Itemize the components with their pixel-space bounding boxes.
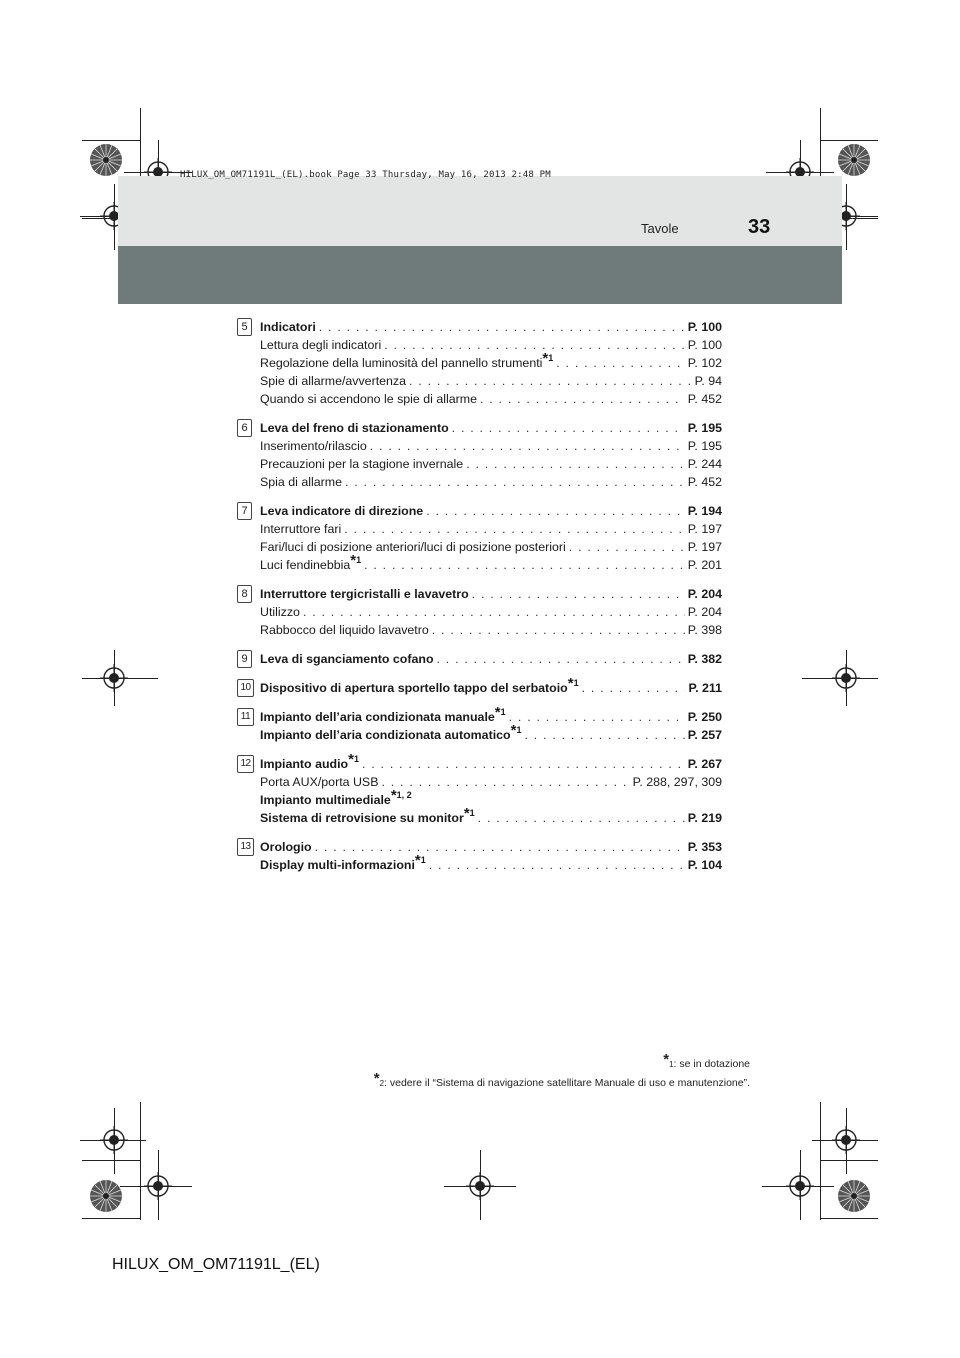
index-label (260, 390, 477, 408)
index-heading-row[interactable] (260, 419, 722, 437)
index-label (260, 336, 381, 354)
footnote-asterisk: * (463, 805, 470, 822)
index-label (260, 603, 300, 621)
dot-leader (429, 856, 685, 874)
index-label (260, 838, 312, 856)
footnote-star: * (663, 1051, 670, 1068)
page-reference[interactable]: P. 104 (687, 858, 722, 872)
index-label (260, 372, 406, 390)
footnote-text: : vedere il “Sistema di navigazione satellitare Manuale di uso e manutenzione”. (384, 1077, 750, 1089)
dot-leader (364, 556, 685, 574)
index-label (260, 419, 449, 437)
item-number-badge: 8 (237, 585, 252, 603)
index-entry (238, 318, 722, 408)
footnote-asterisk: * (510, 722, 517, 739)
index-list (238, 318, 722, 885)
index-entry (238, 751, 722, 827)
dot-leader (509, 708, 685, 726)
index-label (260, 650, 434, 668)
footnote-ref: 1 (548, 353, 554, 363)
index-label-text: Spie di allarme/avvertenza (260, 374, 407, 388)
index-label (260, 852, 426, 874)
index-heading-row[interactable] (260, 318, 722, 336)
index-label-text: Interruttore fari (260, 522, 342, 536)
index-label-text: Orologio (260, 840, 312, 854)
index-label-text: Interruttore tergicristalli e lavavetro (260, 587, 469, 601)
index-entry (238, 585, 722, 639)
footnote-star: * (373, 1070, 380, 1087)
page-reference[interactable]: P. 382 (687, 652, 722, 666)
footnote-number: 2 (379, 1079, 385, 1088)
footnote-asterisk: * (414, 852, 421, 869)
index-heading-row[interactable] (260, 675, 722, 697)
page-reference[interactable]: P. 102 (687, 356, 722, 370)
dot-leader (556, 354, 685, 372)
index-label (260, 585, 469, 603)
index-heading-row[interactable] (260, 838, 722, 856)
index-heading-row[interactable] (260, 805, 722, 827)
index-subitem-row[interactable] (260, 350, 722, 372)
index-subitem-row[interactable] (260, 538, 722, 556)
dot-leader (466, 455, 685, 473)
dot-leader (582, 679, 686, 697)
dot-leader (437, 650, 685, 668)
index-label-text: Leva di sganciamento cofano (260, 652, 434, 666)
index-subitem-row[interactable] (260, 621, 722, 639)
index-heading-row[interactable] (260, 650, 722, 668)
footnote-asterisk: * (348, 751, 354, 768)
index-label (260, 751, 359, 773)
page-reference[interactable]: P. 398 (687, 623, 722, 637)
page-reference[interactable]: P. 94 (694, 374, 722, 388)
index-heading-row[interactable] (260, 585, 722, 603)
index-label-text: Impianto multimediale (260, 793, 391, 807)
footnote-ref: 1 (420, 855, 426, 865)
footnote-ref: 1 (356, 555, 362, 565)
page-reference[interactable]: P. 204 (687, 587, 722, 601)
index-label-text: Precauzioni per la stagione invernale (260, 457, 464, 471)
index-label (260, 437, 367, 455)
footnotes (373, 1051, 750, 1093)
index-entry (238, 650, 722, 668)
index-subitem-row[interactable] (260, 603, 722, 621)
page-reference[interactable]: P. 288, 297, 309 (632, 775, 722, 789)
index-label (260, 318, 316, 336)
index-heading-row[interactable] (260, 787, 722, 809)
document-id: HILUX_OM_OM71191L_(EL) (112, 1256, 320, 1273)
index-subitem-row[interactable] (260, 455, 722, 473)
page-reference[interactable]: P. 211 (688, 681, 722, 695)
index-label-text: Inserimento/rilascio (260, 439, 367, 453)
page-reference[interactable]: P. 452 (687, 475, 722, 489)
page-reference[interactable]: P. 100 (687, 320, 722, 334)
dot-leader (472, 585, 685, 603)
section-band (118, 246, 842, 304)
dot-leader (384, 336, 685, 354)
index-label-text: Lettura degli indicatori (260, 338, 382, 352)
index-label-text: Impianto dell’aria condizionata automatico (260, 728, 511, 742)
index-label (260, 621, 429, 639)
index-label-text: Leva del freno di stazionamento (260, 421, 449, 435)
index-label-text: Regolazione della luminosità del pannello strumenti (260, 356, 543, 370)
index-label-text: Fari/luci di posizione anteriori/luci di posizione posteriori (260, 540, 566, 554)
item-number-badge: 9 (237, 650, 252, 668)
index-entry (238, 419, 722, 491)
page-reference[interactable]: P. 195 (687, 439, 722, 453)
dot-leader (480, 390, 685, 408)
dot-leader (345, 473, 685, 491)
index-subitem-row[interactable] (260, 437, 722, 455)
index-subitem-row[interactable] (260, 773, 722, 791)
index-label (260, 773, 378, 791)
footnote-ref: 1 (353, 754, 359, 764)
dot-leader (478, 809, 685, 827)
index-subitem-row[interactable] (260, 520, 722, 538)
dot-leader (344, 520, 685, 538)
page-number: 33 (748, 216, 771, 238)
index-label-text: Impianto dell’aria condizionata manuale (260, 710, 495, 724)
footnote-ref: 1 (469, 808, 475, 818)
index-subitem-row[interactable] (260, 473, 722, 491)
index-label-text: Impianto audio (260, 757, 349, 771)
page-reference[interactable]: P. 197 (687, 540, 722, 554)
index-heading-row[interactable] (260, 751, 722, 773)
index-label (260, 552, 362, 574)
dot-leader (303, 603, 685, 621)
page-reference[interactable]: P. 194 (687, 504, 722, 518)
index-label (260, 502, 423, 520)
book-stamp: HILUX_OM_OM71191L_(EL).book Page 33 Thursday, May 16, 2013 2:48 PM (180, 170, 551, 180)
item-number-badge: 10 (237, 679, 254, 697)
dot-leader (370, 437, 685, 455)
index-label-text: Display multi-informazioni (260, 858, 415, 872)
item-number-badge: 7 (237, 502, 252, 520)
index-entry (238, 838, 722, 874)
index-label (260, 538, 566, 556)
index-subitem-row[interactable] (260, 336, 722, 354)
page-reference[interactable]: P. 197 (687, 522, 722, 536)
footnote-asterisk: * (350, 552, 357, 569)
page-reference[interactable]: P. 257 (687, 728, 722, 742)
index-label (260, 675, 579, 697)
footnote-ref: 1 (573, 678, 579, 688)
index-subitem-row[interactable] (260, 552, 722, 574)
footnote-ref: 1 (500, 707, 506, 717)
footnote-ref: 1, 2 (396, 790, 412, 800)
page-reference[interactable]: P. 195 (687, 421, 722, 435)
footnote-2 (373, 1070, 750, 1093)
dot-leader (381, 773, 629, 791)
dot-leader (524, 726, 684, 744)
index-label-text: Sistema di retrovisione su monitor (260, 811, 464, 825)
dot-leader (409, 372, 692, 390)
section-title: Tavole (641, 221, 679, 236)
page-reference[interactable]: P. 452 (687, 392, 722, 406)
index-label (260, 473, 342, 491)
index-heading-row[interactable] (260, 704, 722, 726)
index-subitem-row[interactable] (260, 390, 722, 408)
index-label (260, 805, 475, 827)
index-label-text: Quando si accendono le spie di allarme (260, 392, 477, 406)
index-heading-row[interactable] (260, 852, 722, 874)
page-reference[interactable]: P. 250 (687, 710, 722, 724)
page-reference[interactable]: P. 204 (687, 605, 722, 619)
index-label-text: Utilizzo (260, 605, 300, 619)
item-number-badge: 13 (237, 838, 254, 856)
footnote-text: : se in dotazione (673, 1058, 750, 1070)
index-label-text: Dispositivo di apertura sportello tappo del serbatoio (260, 681, 568, 695)
index-label (260, 722, 522, 744)
page-reference[interactable]: P. 267 (687, 757, 722, 771)
page-reference[interactable]: P. 353 (687, 840, 722, 854)
index-label (260, 350, 554, 372)
page-reference[interactable]: P. 244 (687, 457, 722, 471)
dot-leader (426, 502, 685, 520)
page-reference[interactable]: P. 201 (687, 558, 722, 572)
dot-leader (362, 755, 685, 773)
index-label (260, 520, 341, 538)
index-subitem-row[interactable] (260, 372, 722, 390)
index-entry (238, 502, 722, 574)
item-number-badge: 12 (237, 755, 254, 773)
index-entry (238, 675, 722, 697)
dot-leader (569, 538, 685, 556)
footnote-number: 1 (669, 1060, 674, 1069)
page-reference[interactable]: P. 100 (687, 338, 722, 352)
header-band (118, 176, 842, 246)
dot-leader (432, 621, 685, 639)
index-label-text: Leva indicatore di direzione (260, 504, 424, 518)
index-label-text: Spia di allarme (260, 475, 342, 489)
index-label (260, 787, 412, 807)
index-label-text: Porta AUX/porta USB (260, 775, 379, 789)
item-number-badge: 5 (237, 318, 252, 336)
index-heading-row[interactable] (260, 502, 722, 520)
index-label (260, 455, 463, 473)
footnote-asterisk: * (542, 350, 549, 367)
index-label-text: Luci fendinebbia (260, 558, 351, 572)
index-heading-row[interactable] (260, 722, 722, 744)
page-reference[interactable]: P. 219 (687, 811, 722, 825)
index-label-text: Indicatori (260, 320, 316, 334)
dot-leader (452, 419, 685, 437)
footnote-asterisk: * (494, 704, 501, 721)
dot-leader (315, 838, 685, 856)
index-label-text: Rabbocco del liquido lavavetro (260, 623, 429, 637)
index-label (260, 704, 506, 726)
footnote-ref: 1 (516, 725, 522, 735)
footnote-asterisk: * (390, 787, 397, 804)
footnote-asterisk: * (567, 675, 574, 692)
item-number-badge: 11 (237, 708, 254, 726)
dot-leader (319, 318, 685, 336)
index-entry (238, 704, 722, 744)
item-number-badge: 6 (237, 419, 252, 437)
footnote-1 (374, 1051, 750, 1074)
